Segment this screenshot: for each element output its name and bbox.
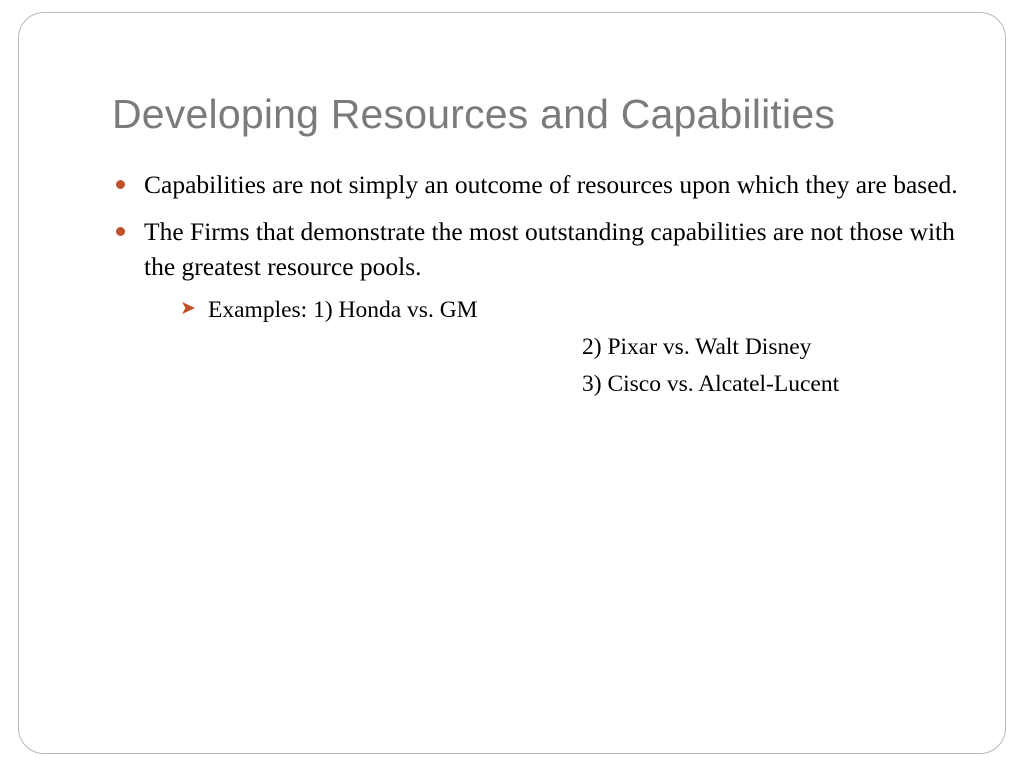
page-title: Developing Resources and Capabilities: [112, 91, 836, 137]
bullet-dot-icon: [116, 180, 125, 189]
list-item: [108, 215, 988, 401]
bullet-text: Capabilities are not simply an outcome of resources upon which they are based.: [144, 170, 958, 199]
list-item: [178, 294, 988, 327]
sub-bullet-text: Examples: 1) Honda vs. GM: [208, 297, 478, 324]
sub-bullet-group: [178, 294, 988, 401]
arrow-bullet-icon: ➤: [180, 298, 196, 320]
bullet-text: The Firms that demonstrate the most outstanding capabilities are not those with the greatest resource pools.: [144, 217, 955, 281]
list-item: [108, 168, 988, 202]
example-line-3: 3) Cisco vs. Alcatel-Lucent: [582, 371, 840, 398]
sub-bullet-list: [178, 294, 988, 327]
example-line-2: 2) Pixar vs. Walt Disney: [582, 334, 812, 361]
slide-body: [108, 168, 988, 414]
bullet-list: [108, 168, 988, 401]
bullet-dot-icon: [116, 227, 125, 236]
